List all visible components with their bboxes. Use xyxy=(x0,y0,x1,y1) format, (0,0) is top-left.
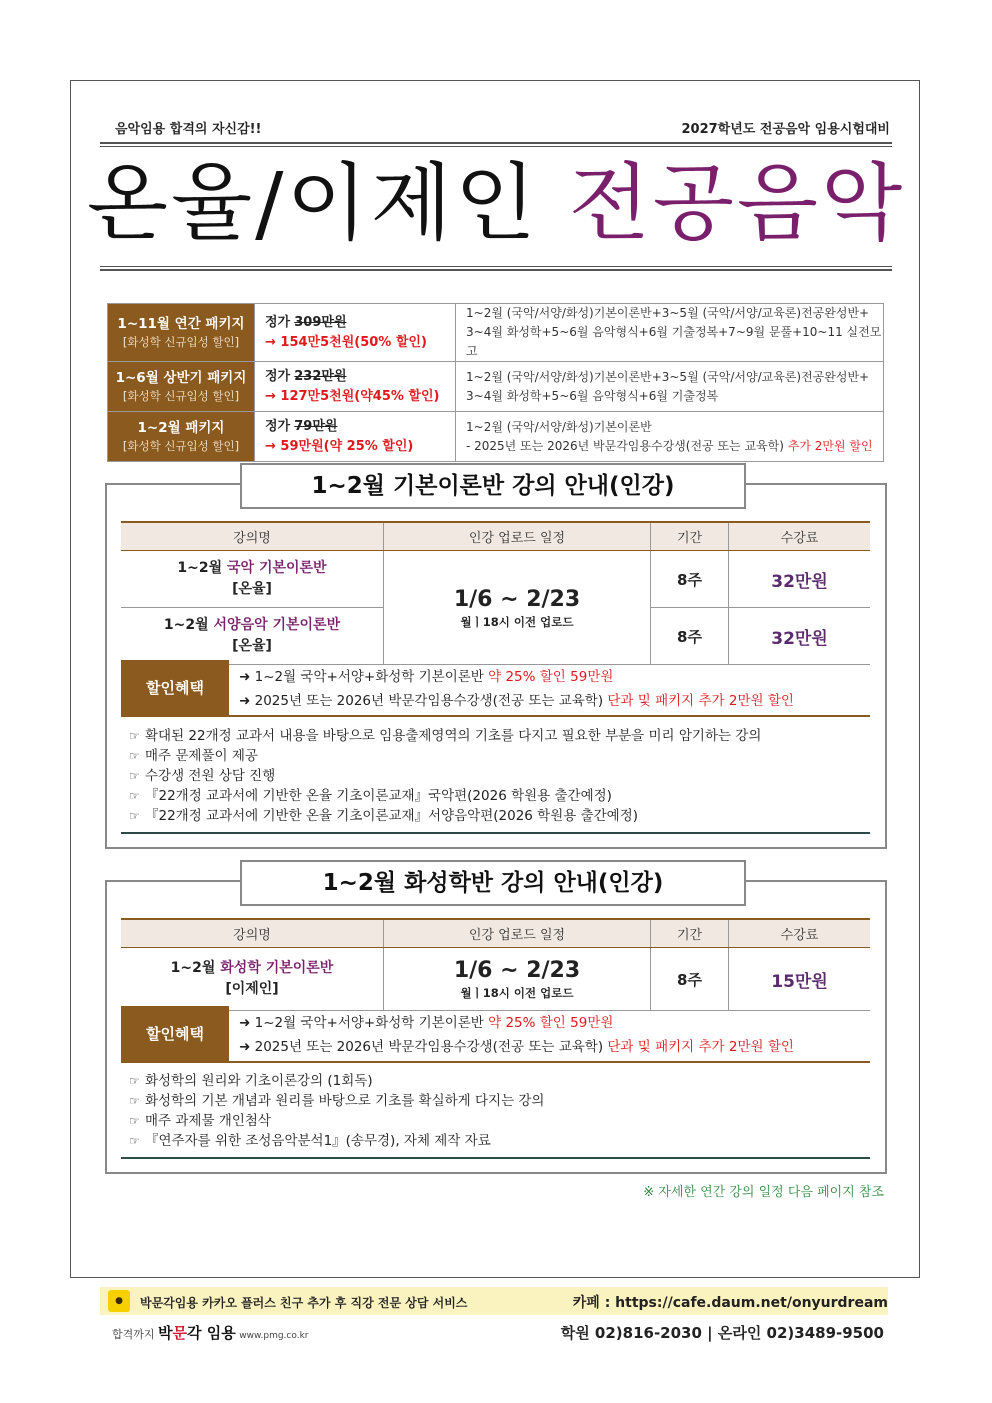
page-title xyxy=(0,148,992,258)
list-item: ☞ 화성학의 기본 개념과 원리를 바탕으로 기초를 확실하게 다지는 강의 xyxy=(129,1093,545,1109)
divider xyxy=(121,1157,870,1159)
col-header: 강의명 xyxy=(121,522,384,551)
discount-label: 할인혜택 xyxy=(121,660,229,717)
pointing-hand-icon: ☞ xyxy=(129,1134,140,1148)
regular-price: 79만원 xyxy=(294,418,338,434)
package-desc: 1~2월 (국악/서양/화성)기본이론반+3~5월 (국악/서양/교육론)전공완성반+ xyxy=(466,369,870,384)
pointing-hand-icon: ☞ xyxy=(129,729,140,743)
table-row: 1~2월 화성학 기본이론반 [이제인] 1/6 ~ 2/23 월ㅣ18시 이전 업로드 8주 15만원 xyxy=(121,948,870,1011)
discount-label: 할인혜택 xyxy=(121,1006,229,1063)
table-row: 1~2월 국악 기본이론반 [온율] 1/6 ~ 2/23 월ㅣ18시 이전 업로드 8주 32만원 xyxy=(121,551,870,608)
section-title: 1~2월 기본이론반 강의 안내(인강) xyxy=(240,463,746,509)
divider xyxy=(121,1061,870,1063)
feature-list xyxy=(129,726,869,826)
package-row: 1~11월 연간 패키지 [화성학 신규입성 할인] 정가 309만원 → 154만5천원(50% 할인) 1~2월 (국악/서양/화성)기본이론반+3~5월 (국악/서양/교육론)전공완성반+ 3~4월 화성학+5~6월 음악형식+6월 기출정복+7~9월 문풀+10~11 실전모고 xyxy=(108,304,884,362)
section-title: 1~2월 화성학반 강의 안내(인강) xyxy=(240,860,746,906)
fee: 32만원 xyxy=(729,551,871,608)
package-sub: [화성학 신규입성 할인] xyxy=(122,388,240,403)
title-main: 온율/이제인 xyxy=(86,154,539,252)
divider xyxy=(100,142,892,144)
col-header: 수강료 xyxy=(729,522,871,551)
col-header: 강의명 xyxy=(121,919,384,948)
slogan: 음악임용 합격의 자신감!! xyxy=(115,122,262,137)
package-sub: [화성학 신규입성 할인] xyxy=(122,438,240,453)
extra-discount: 추가 2만원 할인 xyxy=(787,438,873,453)
package-desc: 3~4월 화성학+5~6월 음악형식+6월 기출정복+7~9월 문풀+10~11 실전모고 xyxy=(466,325,882,358)
regular-price: 309만원 xyxy=(294,314,347,330)
divider xyxy=(100,269,892,271)
divider xyxy=(121,715,870,717)
col-header: 기간 xyxy=(651,522,729,551)
package-name: 1~11월 연간 패키지 xyxy=(117,315,245,332)
schedule-sub: 월ㅣ18시 이전 업로드 xyxy=(460,986,574,1000)
pointing-hand-icon: ☞ xyxy=(129,789,140,803)
schedule-sub: 월ㅣ18시 이전 업로드 xyxy=(460,614,574,629)
lecture-table xyxy=(121,918,870,1011)
pointing-hand-icon: ☞ xyxy=(129,769,140,783)
divider xyxy=(121,832,870,834)
package-row: 1~6월 상반기 패키지 [화성학 신규입성 할인] 정가 232만원 → 127만5천원(약45% 할인) 1~2월 (국악/서양/화성)기본이론반+3~5월 (국악/서양/교육론)전공완성반+ 3~4월 화성학+5~6월 음악형식+6월 기출정복 xyxy=(108,362,884,412)
exam-label: 2027학년도 전공음악 임용시험대비 xyxy=(681,122,890,137)
weeks: 8주 xyxy=(651,551,729,608)
course-name: 화성학 기본이론반 xyxy=(220,960,334,976)
table-row: 1~2월 서양음악 기본이론반 [온율] 8주 32만원 xyxy=(121,608,870,665)
package-table xyxy=(107,303,884,462)
package-desc: 3~4월 화성학+5~6월 음악형식+6월 기출정복 xyxy=(466,388,719,403)
col-header: 인강 업로드 일정 xyxy=(384,522,651,551)
course-name: 국악 기본이론반 xyxy=(227,560,327,576)
course-name: 서양음악 기본이론반 xyxy=(213,617,341,633)
list-item: ☞ 『22개정 교과서에 기반한 온율 기초이론교재』국악편(2026 학원용 출간예정) xyxy=(129,788,612,804)
kakao-text: 박문각임용 카카오 플러스 친구 추가 후 직강 전문 상담 서비스 xyxy=(140,1296,468,1310)
fee: 15만원 xyxy=(729,948,871,1011)
weeks: 8주 xyxy=(651,608,729,665)
pointing-hand-icon: ☞ xyxy=(129,1094,140,1108)
package-desc: 1~2월 (국악/서양/화성)기본이론반+3~5월 (국악/서양/교육론)전공완성반+ xyxy=(466,306,870,320)
sale-price: → 127만5천원(약45% 할인) xyxy=(265,388,440,404)
divider xyxy=(100,146,892,147)
package-name: 1~6월 상반기 패키지 xyxy=(115,369,247,386)
cafe-link[interactable]: 카페 : https://cafe.daum.net/onyurdream xyxy=(572,1295,888,1311)
teacher: [온율] xyxy=(232,638,272,654)
discount-block: 할인혜택 ➜ 1~2월 국악+서양+화성학 기본이론반 약 25% 할인 59만원 ➜ 2025년 또는 2026년 박문각임용수강생(전공 또는 교육학) 단과 및 패키지 추가 2만원 할인 xyxy=(121,660,870,717)
note: ※ 자세한 연간 강의 일정 다음 페이지 참조 xyxy=(643,1185,884,1200)
package-sub: [화성학 신규입성 할인] xyxy=(122,334,240,349)
logo: 합격까지 박문각 임용 www.pmg.co.kr xyxy=(112,1324,309,1342)
package-row: 1~2월 패키지 [화성학 신규입성 할인] 정가 79만원 → 59만원(약 25% 할인) 1~2월 (국악/서양/화성)기본이론반 - 2025년 또는 2026년 박문각임용수강생(전공 또는 교육학) 추가 2만원 할인 xyxy=(108,412,884,462)
pointing-hand-icon: ☞ xyxy=(129,1074,140,1088)
regular-price: 232만원 xyxy=(294,368,347,384)
feature-list xyxy=(129,1071,869,1151)
col-header: 인강 업로드 일정 xyxy=(384,919,651,948)
teacher: [이제인] xyxy=(225,981,279,997)
col-header: 기간 xyxy=(651,919,729,948)
col-header: 수강료 xyxy=(729,919,871,948)
divider xyxy=(100,266,892,267)
list-item: ☞ 수강생 전원 상담 진행 xyxy=(129,768,276,784)
list-item: ☞ 『연주자를 위한 조성음악분석1』(송무경), 자체 제작 자료 xyxy=(129,1133,491,1149)
list-item: ☞ 매주 과제물 개인첨삭 xyxy=(129,1113,271,1129)
package-desc: 1~2월 (국악/서양/화성)기본이론반 xyxy=(466,419,652,434)
schedule: 1/6 ~ 2/23 xyxy=(453,586,581,612)
pointing-hand-icon: ☞ xyxy=(129,809,140,823)
pointing-hand-icon: ☞ xyxy=(129,749,140,763)
list-item: ☞ 확대된 22개정 교과서 내용을 바탕으로 임용출제영역의 기초를 다지고 필요한 부분을 미리 암기하는 강의 xyxy=(129,728,762,744)
fee: 32만원 xyxy=(729,608,871,665)
list-item: ☞ 매주 문제풀이 제공 xyxy=(129,748,258,764)
kakao-icon[interactable]: ● xyxy=(108,1290,130,1312)
title-accent: 전공음악 xyxy=(568,154,906,252)
pointing-hand-icon: ☞ xyxy=(129,1114,140,1128)
teacher: [온율] xyxy=(232,581,272,597)
weeks: 8주 xyxy=(651,948,729,1011)
discount-block: 할인혜택 ➜ 1~2월 국악+서양+화성학 기본이론반 약 25% 할인 59만원 ➜ 2025년 또는 2026년 박문각임용수강생(전공 또는 교육학) 단과 및 패키지 추가 2만원 할인 xyxy=(121,1006,870,1063)
schedule: 1/6 ~ 2/23 xyxy=(453,958,581,983)
lecture-table xyxy=(121,521,870,665)
sale-price: → 59만원(약 25% 할인) xyxy=(265,438,414,454)
list-item: ☞ 화성학의 원리와 기초이론강의 (1회독) xyxy=(129,1073,373,1089)
list-item: ☞ 『22개정 교과서에 기반한 온율 기초이론교재』서양음악편(2026 학원용 출간예정) xyxy=(129,808,639,824)
contact-phones: 학원 02)816-2030 | 온라인 02)3489-9500 xyxy=(560,1324,884,1342)
package-name: 1~2월 패키지 xyxy=(137,419,225,436)
sale-price: → 154만5천원(50% 할인) xyxy=(265,334,427,350)
package-desc: - 2025년 또는 2026년 박문각임용수강생(전공 또는 교육학) xyxy=(466,438,784,453)
